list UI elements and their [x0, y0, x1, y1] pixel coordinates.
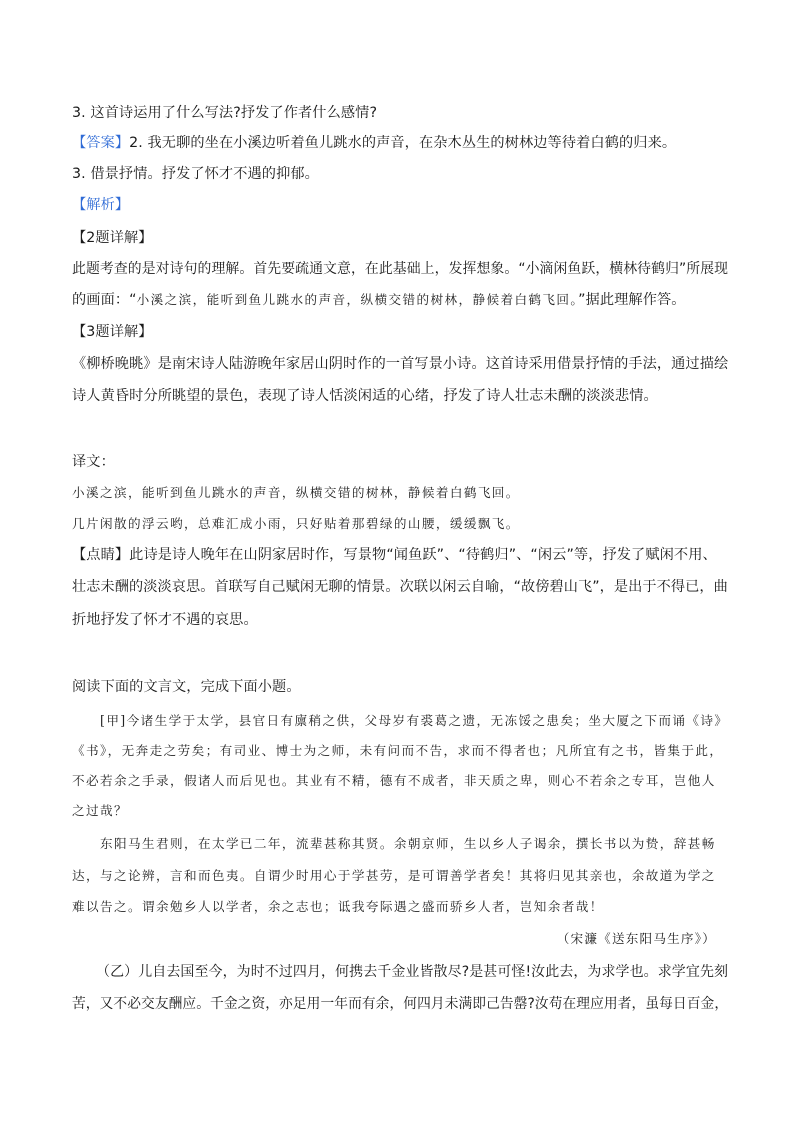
passage-jia-line-7: 难以告之。谓余勉乡人以学者，余之志也；诋我夸际遇之盛而骄乡人者，岂知余者哉！: [72, 899, 604, 914]
passage-jia-line-1: [甲]今诸生学于太学，县官日有廪稍之供，父母岁有裘葛之遗，无冻馁之患矣；坐大厦之下而诵《诗》: [100, 713, 729, 728]
reading-instruction: 阅读下面的文言文，完成下面小题。: [72, 679, 301, 695]
passage-yi-line-2: 苦，又不必交友酬应。千金之资，亦足用一年而有余，何四月未满即己告罄?汝苟在理应用者，虽每日百金，: [72, 996, 729, 1012]
detail-2-line-2-start: 的画面：“: [72, 292, 137, 308]
pointer-line-3: 折地抒发了怀才不遇的哀思。: [72, 612, 258, 628]
pointer-line-1: [72, 545, 717, 565]
answer-line-q2: [72, 133, 676, 153]
translation-line-1: 小溪之滨，能听到鱼儿跳水的声音，纵横交错的树林，静候着白鹤飞回。: [72, 485, 520, 500]
pointer-tag: 【点睛】: [72, 547, 130, 563]
detail-2-heading: 【2题详解】: [72, 230, 153, 246]
passage-jia-line-4: 之过哉？: [72, 803, 128, 818]
detail-2-line-1: 此题考查的是对诗句的理解。首先要疏通文意，在此基础上，发挥想象。“小滴闲鱼跃，横林待鹤归”所展现: [72, 261, 729, 277]
passage-jia-line-2: 《书》，无奔走之劳矣；有司业、博士为之师，未有问而不告，求而不得者也；凡所宜有之书，皆集于此，: [72, 743, 724, 758]
passage-jia-line-6: 达，与之论辨，言和而色夷。自谓少时用心于学甚劳，是可谓善学者矣！其将归见其亲也，余故道为学之: [72, 868, 716, 883]
answer-tag: 【答案】: [72, 135, 130, 151]
analysis-tag: 【解析】: [72, 197, 130, 213]
detail-3-heading: 【3题详解】: [72, 324, 153, 340]
passage-yi-line-1: （乙）儿自去国至今，为时不过四月，何携去千金业皆散尽?是甚可怪!汝此去，为求学也。求学宜先刻: [96, 964, 729, 980]
detail-3-line-1: 《柳桥晚眺》是南宋诗人陆游晚年家居山阴时作的一首写景小诗。这首诗采用借景抒情的手法，通过描绘: [72, 356, 729, 372]
translation-line-2: 几片闲散的浮云哟，总难汇成小雨，只好贴着那碧绿的山腰，缓缓飘飞。: [72, 516, 520, 531]
translation-label: 译文：: [72, 454, 115, 470]
detail-3-line-2: 诗人黄昏时分所眺望的景色，表现了诗人恬淡闲适的心绪，抒发了诗人壮志未酬的淡淡悲情。: [72, 388, 658, 404]
passage-jia-citation: （宋濂《送东阳马生序》）: [556, 931, 716, 946]
passage-jia-line-3: 不必若余之手录，假诸人而后见也。其业有不精，德有不成者，非天质之卑，则心不若余之专耳，岂他人: [72, 773, 716, 788]
question-3: 3. 这首诗运用了什么写法?抒发了作者什么感情?: [72, 105, 378, 121]
answer-q2-text: 2. 我无聊的坐在小溪边听着鱼儿跳水的声音，在杂木丛生的树林边等待着白鹤的归来。: [129, 135, 677, 151]
answer-q3: 3. 借景抒情。抒发了怀才不遇的抑郁。: [72, 166, 319, 182]
pointer-text-1: 此诗是诗人晚年在山阴家居时作，写景物“闻鱼跃”、“待鹤归”、“闲云”等，抒发了赋闲不用、: [129, 547, 717, 563]
passage-jia-line-5: 东阳马生君则，在太学已二年，流辈甚称其贤。余朝京师，生以乡人子谒余，撰长书以为贽，辞甚畅: [100, 836, 716, 851]
pointer-line-2: 壮志未酬的淡淡哀思。首联写自己赋闲无聊的情景。次联以闲云自喻，“故傍碧山飞”，是出于不得已，曲: [72, 579, 728, 595]
detail-2-line-2-end: ”据此理解作答。: [578, 292, 686, 308]
detail-2-line-2: [72, 290, 686, 310]
detail-2-quoted-translation: 小溪之滨，能听到鱼儿跳水的声音，纵横交错的树林，静候着白鹤飞回。: [136, 292, 579, 307]
